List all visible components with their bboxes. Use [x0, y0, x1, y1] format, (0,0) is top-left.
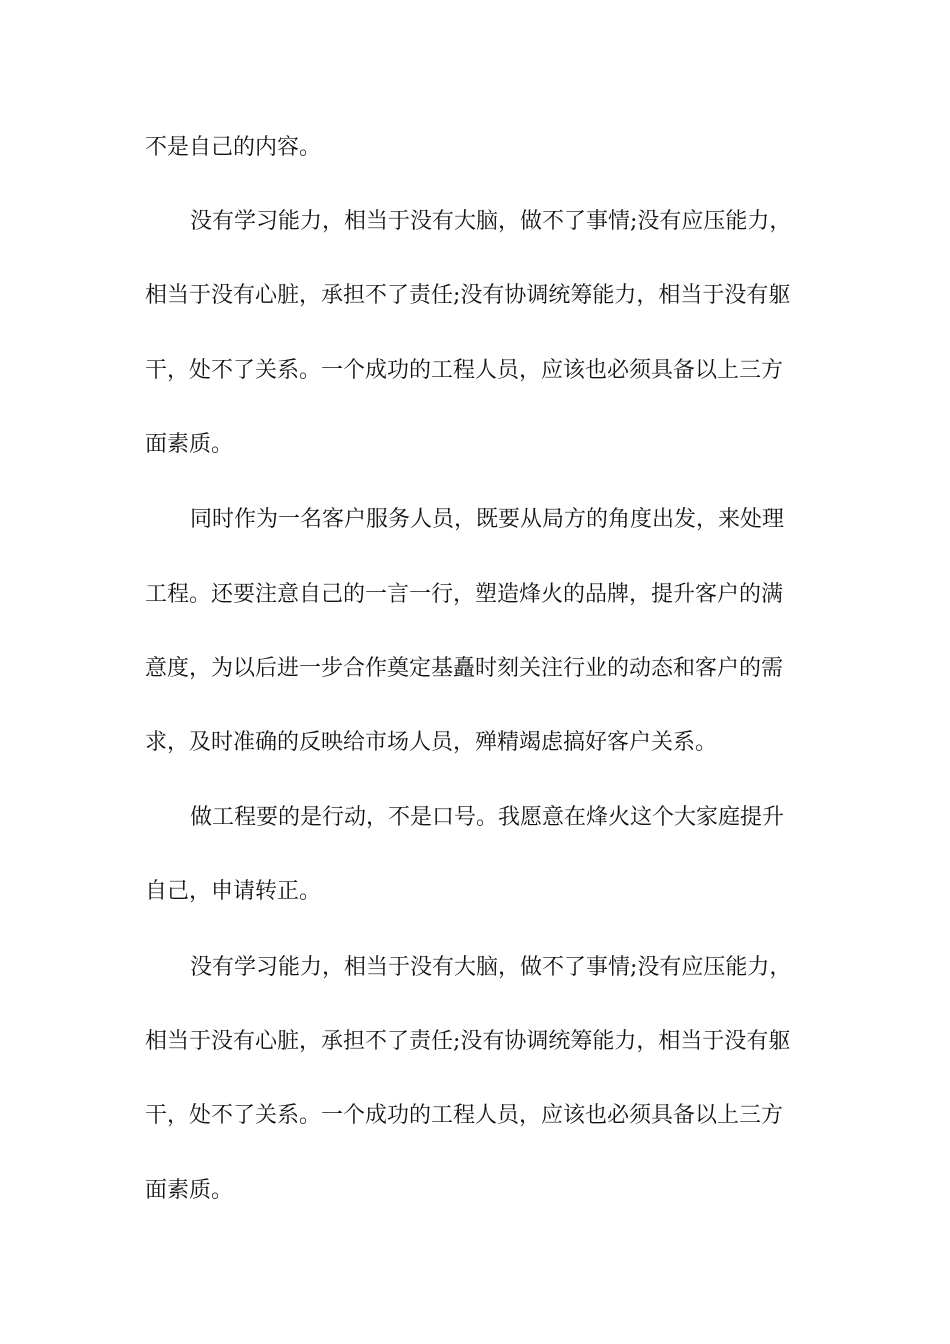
text-line: 面素质。 [145, 432, 234, 457]
text-line: 自己，申请转正。 [145, 879, 322, 904]
text-line: 意度，为以后进一步合作奠定基矗时刻关注行业的动态和客户的需 [145, 656, 784, 681]
text-line: 不是自己的内容。 [145, 135, 322, 160]
paragraph-first-line: 同时作为一名客户服务人员，既要从局方的角度出发，来处理 [190, 507, 785, 532]
text-line: 相当于没有心脏，承担不了责任;没有协调统筹能力，相当于没有躯 [145, 1029, 791, 1054]
paragraph-first-line: 没有学习能力，相当于没有大脑，做不了事情;没有应压能力， [190, 955, 792, 980]
text-line: 工程。还要注意自己的一言一行，塑造烽火的品牌，提升客户的满 [145, 582, 784, 607]
paragraph-first-line: 做工程要的是行动，不是口号。我愿意在烽火这个大家庭提升 [190, 805, 785, 830]
text-line: 干，处不了关系。一个成功的工程人员，应该也必须具备以上三方 [145, 1103, 784, 1128]
text-line: 干，处不了关系。一个成功的工程人员，应该也必须具备以上三方 [145, 358, 784, 383]
text-line: 面素质。 [145, 1178, 234, 1203]
paragraph-first-line: 没有学习能力，相当于没有大脑，做不了事情;没有应压能力， [190, 209, 792, 234]
text-line: 相当于没有心脏，承担不了责任;没有协调统筹能力，相当于没有躯 [145, 283, 791, 308]
text-line: 求，及时准确的反映给市场人员，殚精竭虑搞好客户关系。 [145, 730, 718, 755]
